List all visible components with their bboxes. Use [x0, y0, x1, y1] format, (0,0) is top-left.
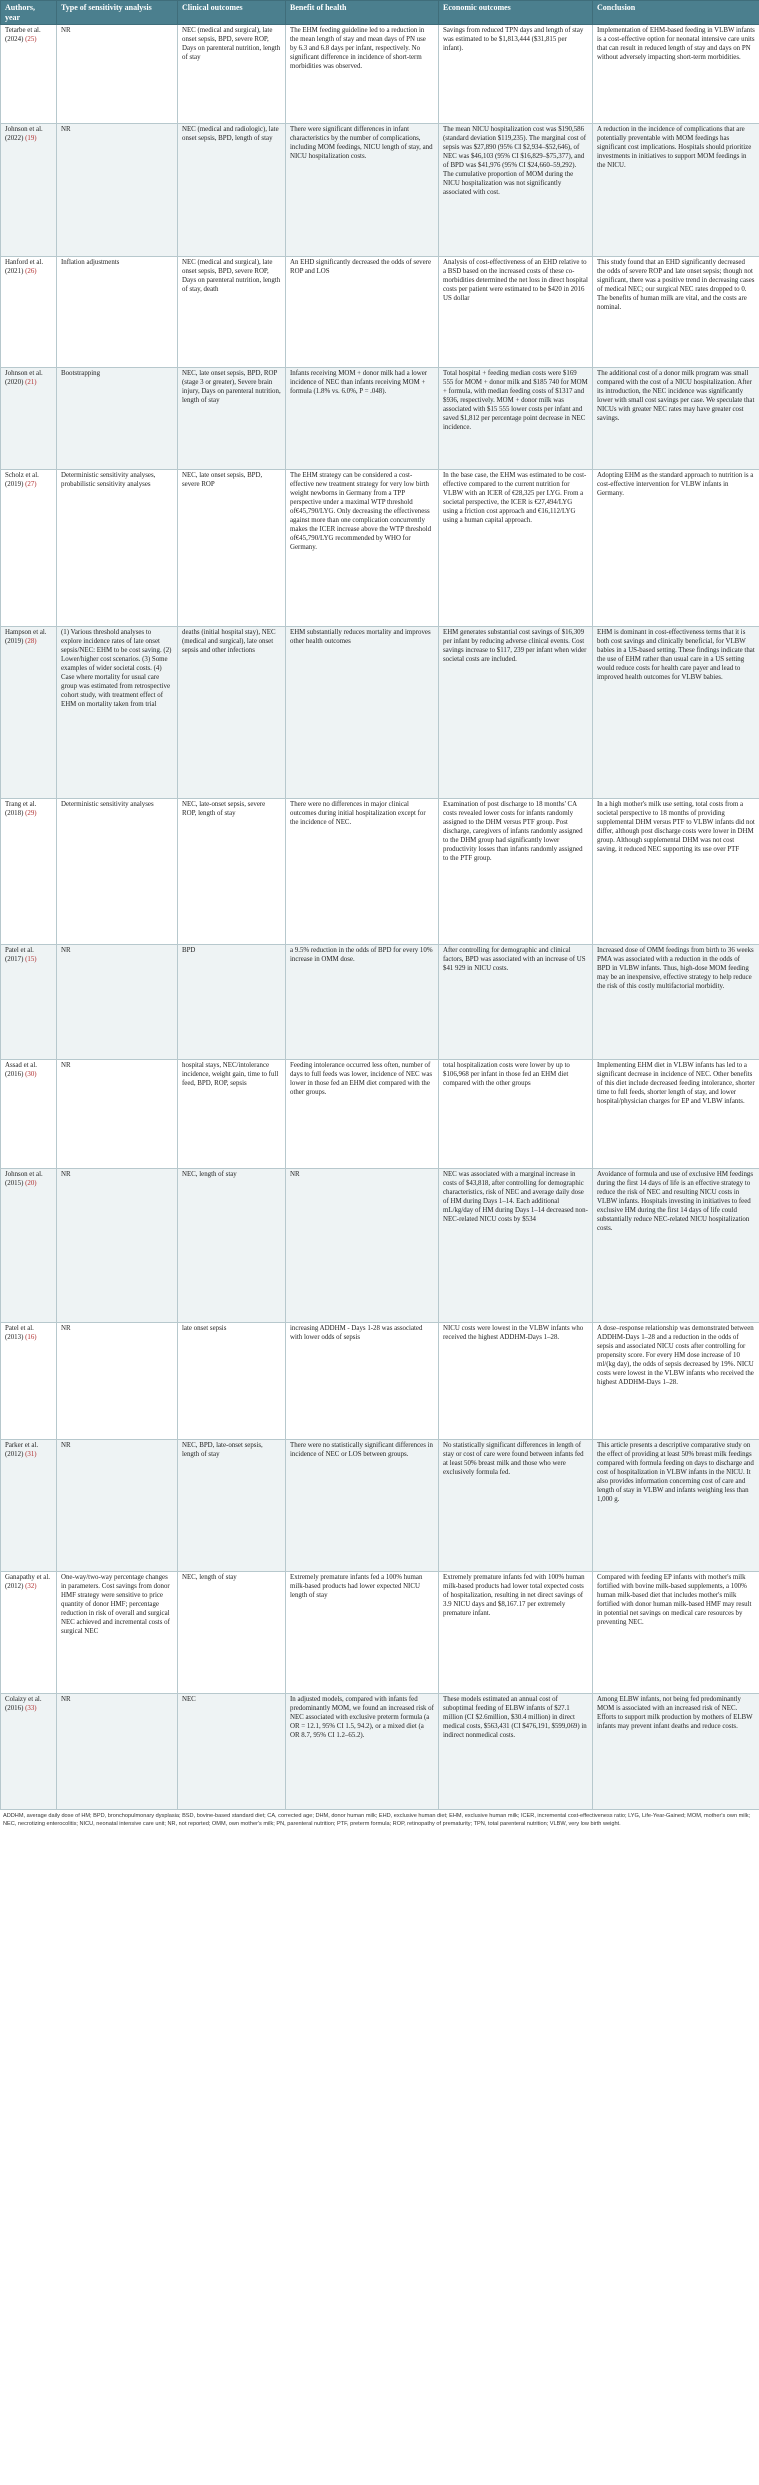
cell-benefit-of-health: There were no differences in major clinical outcomes during initial hospitalization except for the incidence of NEC.: [286, 799, 439, 945]
cell-sensitivity-type: NR: [57, 1060, 178, 1169]
cell-clinical-outcomes: hospital stays, NEC/intolerance incidence, weight gain, time to full feed, BPD, ROP, sepsis: [178, 1060, 286, 1169]
table-row: [1, 124, 759, 257]
reference-link[interactable]: (16): [25, 1334, 37, 1342]
cell-sensitivity-type: NR: [57, 124, 178, 257]
cell-benefit-of-health: EHM substantially reduces mortality and improves other health outcomes: [286, 627, 439, 799]
header-sensitivity-type: Type of sensitivity analysis: [57, 1, 178, 25]
author-year: Scholz et al. (2019): [5, 472, 39, 489]
cell-author: [1, 368, 57, 470]
table-row: [1, 257, 759, 368]
cell-sensitivity-type: Deterministic sensitivity analyses: [57, 799, 178, 945]
author-year: Trang et al. (2018): [5, 801, 37, 818]
cell-economic-outcomes: Analysis of cost-effectiveness of an EHD relative to a BSD based on the increased costs of these co-morbidities determined the net loss in direct hospital costs per patient were estimated to be $420 in 2016 US dollar: [439, 257, 593, 368]
cell-sensitivity-type: NR: [57, 25, 178, 124]
cell-benefit-of-health: increasing ADDHM - Days 1-28 was associated with lower odds of sepsis: [286, 1323, 439, 1440]
cell-author: [1, 257, 57, 368]
author-year: Assad et al. (2016): [5, 1062, 37, 1079]
table-footnote: ADDHM, average daily dose of HM; BPD, bronchopulmonary dysplasia; BSD, bovine-based standard diet; CA, corrected age; DHM, donor human milk; EHD, exclusive human diet; EHM, exclusive human milk; ICER, incremental cost-effectiveness ratio; LYG, Life-Year-Gained; MOM, mother's own milk; NEC, necrotizing enterocolitis; NICU, neonatal intensive care unit; NR, not reported; OMM, own mother's milk; PN, parenteral nutrition; PTF, preterm formula; ROP, retinopathy of prematurity; TPN, total parenteral nutrition; VLBW, very low birth weight.: [3, 1813, 751, 1827]
cell-author: [1, 1572, 57, 1694]
cell-author: [1, 124, 57, 257]
cell-economic-outcomes: total hospitalization costs were lower by up to $106,968 per infant in those fed an EHM diet compared with the other groups: [439, 1060, 593, 1169]
cell-conclusion: A dose–response relationship was demonstrated between ADDHM-Days 1–28 and a reduction in the odds of sepsis and associated NICU costs after controlling for propensity score. For every HM dose increase of 10 ml/(kg day), the odds of sepsis decreased by 19%. NICU costs were lowest in the VLBW infants who received the highest ADDHM-Days 1–28.: [593, 1323, 759, 1440]
cell-conclusion: This study found that an EHD significantly decreased the odds of severe ROP and late onset sepsis; though not significant, there was a positive trend in decreasing cases of medical NEC; our surgical NEC rates dropped to 0. The benefits of human milk are vital, and the costs are nominal.: [593, 257, 759, 368]
reference-link[interactable]: (27): [25, 481, 37, 489]
cell-benefit-of-health: The EHM strategy can be considered a cost-effective new treatment strategy for very low birth weight newborns in Germany from a TPP perspective under a maximal WTP threshold of€45,790/LYG. Only decreasing the effectiveness against more than one complication concurrently makes the ICER increase above the WTP threshold of€45,790/LYG recommended by WHO for Germany.: [286, 470, 439, 627]
author-year: Hampson et al. (2019): [5, 629, 47, 646]
cell-economic-outcomes: No statistically significant differences in length of stay or cost of care were found between infants fed at least 50% breast milk and those who were exclusively formula fed.: [439, 1440, 593, 1572]
cell-conclusion: This article presents a descriptive comparative study on the effect of providing at least 50% breast milk feedings compared with formula feeding on days to discharge and cost of hospitalization in VLBW infants in the NICU. It also provides information concerning cost of care and length of stay in VLBW and infants weighing less than 1,000 g.: [593, 1440, 759, 1572]
table-row: [1, 1440, 759, 1572]
cell-author: [1, 1440, 57, 1572]
author-year: Ganapathy et al. (2012): [5, 1574, 50, 1591]
cell-sensitivity-type: One-way/two-way percentage changes in parameters. Cost savings from donor HMF strategy were sensitive to price quantity of donor HMF; percentage reduction in risk of overall and surgical NEC achieved and incremental costs of surgical NEC: [57, 1572, 178, 1694]
header-economic-outcomes: Economic outcomes: [439, 1, 593, 25]
cell-economic-outcomes: In the base case, the EHM was estimated to be cost-effective compared to the current nutrition for VLBW with an ICER of €28,325 per LYG. From a societal perspective, the ICER is €27,494/LYG using a friction cost approach and €16,112/LYG using a human capital approach.: [439, 470, 593, 627]
cell-benefit-of-health: There were no statistically significant differences in incidence of NEC or LOS between groups.: [286, 1440, 439, 1572]
table-row: [1, 368, 759, 470]
author-year: Colaizy et al. (2016): [5, 1696, 42, 1713]
cell-author: [1, 25, 57, 124]
cell-clinical-outcomes: late onset sepsis: [178, 1323, 286, 1440]
cell-author: [1, 799, 57, 945]
header-clinical-outcomes: Clinical outcomes: [178, 1, 286, 25]
reference-link[interactable]: (19): [25, 135, 37, 143]
cell-economic-outcomes: EHM generates substantial cost savings of $16,309 per infant by reducing adverse clinical events. Cost savings increase to $117, 239 per infant when wider societal costs are included.: [439, 627, 593, 799]
cell-benefit-of-health: NR: [286, 1169, 439, 1323]
cell-benefit-of-health: The EHM feeding guideline led to a reduction in the mean length of stay and mean days of PN use by 6.3 and 6.8 days per infant, respectively. No significant difference in incidence of short-term morbidities was observed.: [286, 25, 439, 124]
cell-conclusion: EHM is dominant in cost-effectiveness terms that it is both cost savings and clinically beneficial, for VLBW babies in a US-based setting. These findings indicate that the use of EHM rather than usual care in a US setting would reduce costs for health care payer and lead to improved health outcomes for VLBW babies.: [593, 627, 759, 799]
cell-benefit-of-health: In adjusted models, compared with infants fed predominantly MOM, we found an increased risk of NEC associated with exclusive preterm formula (a OR = 12.1, 95% CI 1.5, 94.2), or a mixed diet (a OR 8.7, 95% CI 1.2–65.2).: [286, 1694, 439, 1810]
reference-link[interactable]: (15): [25, 956, 37, 964]
cell-conclusion: Adopting EHM as the standard approach to nutrition is a cost-effective intervention for VLBW infants in Germany.: [593, 470, 759, 627]
cell-economic-outcomes: The mean NICU hospitalization cost was $190,586 (standard deviation $119,235). The marginal cost of sepsis was $27,890 (95% CI $2,934–$52,646), of NEC was $46,103 (95% CI $16,829–$75,377), and of BPD was $41,976 (95% CI $24,660–59,292). The cumulative proportion of MOM during the NICU hospitalization was not significantly associated with cost.: [439, 124, 593, 257]
table-row: [1, 799, 759, 945]
reference-link[interactable]: (31): [25, 1451, 37, 1459]
cell-clinical-outcomes: NEC (medical and radiologic), late onset sepsis, BPD, length of stay: [178, 124, 286, 257]
cell-economic-outcomes: Examination of post discharge to 18 months' CA costs revealed lower costs for infants randomly assigned to the DHM versus PTF group. Post discharge, caregivers of infants randomly assigned to the DHM group had significantly lower productivity losses than infants randomly assigned to the PTF group.: [439, 799, 593, 945]
table-row: [1, 1572, 759, 1694]
table-row: [1, 627, 759, 799]
cell-conclusion: Implementation of EHM-based feeding in VLBW infants is a cost-effective option for neonatal intensive care units that can result in reduced length of stay and days on PN without adversely impacting short-term morbidities.: [593, 25, 759, 124]
cell-clinical-outcomes: NEC: [178, 1694, 286, 1810]
author-year: Hanford et al. (2021): [5, 259, 44, 276]
cell-sensitivity-type: Deterministic sensitivity analyses, probabilistic sensitivity analyses: [57, 470, 178, 627]
cell-sensitivity-type: NR: [57, 1323, 178, 1440]
cell-economic-outcomes: NICU costs were lowest in the VLBW infants who received the highest ADDHM-Days 1–28.: [439, 1323, 593, 1440]
cell-clinical-outcomes: NEC, length of stay: [178, 1169, 286, 1323]
reference-link[interactable]: (33): [25, 1705, 37, 1713]
cell-clinical-outcomes: NEC (medical and surgical), late onset sepsis, BPD, severe ROP, Days on parenteral nutrition, length of stay: [178, 25, 286, 124]
table-row: [1, 25, 759, 124]
table-header-row: [1, 1, 759, 25]
author-year: Johnson et al. (2022): [5, 126, 43, 143]
author-year: Parker et al. (2012): [5, 1442, 39, 1459]
table-row: [1, 1323, 759, 1440]
cell-author: [1, 1169, 57, 1323]
table-row: [1, 1060, 759, 1169]
cell-clinical-outcomes: NEC (medical and surgical), late onset sepsis, BPD, severe ROP, Days on parenteral nutrition, length of stay, death: [178, 257, 286, 368]
reference-link[interactable]: (20): [25, 1180, 37, 1188]
cell-conclusion: A reduction in the incidence of complications that are potentially preventable with MOM feedings has significant cost implications. Hospitals should prioritize investments in initiatives to support MOM feedings in the NICU.: [593, 124, 759, 257]
cell-sensitivity-type: (1) Various threshold analyses to explore incidence rates of late onset sepsis/NEC: EHM to be cost saving. (2) Lower/higher cost scenarios. (3) Some examples of wider societal costs. (4) Case where mortality for usual care group was estimated from retrospective cohort study, with treatment effect of EHM on mortality taken from trial: [57, 627, 178, 799]
cell-sensitivity-type: NR: [57, 1694, 178, 1810]
cell-clinical-outcomes: NEC, late-onset sepsis, severe ROP, length of stay: [178, 799, 286, 945]
cell-benefit-of-health: Infants receiving MOM + donor milk had a lower incidence of NEC than infants receiving MOM + formula (1.8% vs. 6.0%, P = .048).: [286, 368, 439, 470]
cell-sensitivity-type: NR: [57, 1440, 178, 1572]
cell-clinical-outcomes: NEC, BPD, late-onset sepsis, length of stay: [178, 1440, 286, 1572]
reference-link[interactable]: (25): [25, 36, 37, 44]
cell-author: [1, 1323, 57, 1440]
reference-link[interactable]: (29): [25, 810, 37, 818]
cell-conclusion: Implementing EHM diet in VLBW infants has led to a significant decrease in incidence of NEC. Other benefits of this diet include decreased feeding intolerance, shorter time to full feeds, shorter length of stay, and lower hospital/physician charges for EP and VLBW infants.: [593, 1060, 759, 1169]
header-authors: Authors, year: [1, 1, 57, 25]
cell-economic-outcomes: After controlling for demographic and clinical factors, BPD was associated with an increase of US $41 929 in NICU costs.: [439, 945, 593, 1060]
cell-economic-outcomes: These models estimated an annual cost of suboptimal feeding of ELBW infants of $27.1 million (CI $2.6million, $30.4 million) in direct medical costs, $563,431 (CI $476,191, $599,069) in indirect nonmedical costs.: [439, 1694, 593, 1810]
author-year: Johnson et al. (2020): [5, 370, 43, 387]
cell-author: [1, 627, 57, 799]
cell-benefit-of-health: There were significant differences in infant characteristics by the number of complications, including MOM feedings, NICU length of stay, and NICU hospitalization costs.: [286, 124, 439, 257]
cell-economic-outcomes: Total hospital + feeding median costs were $169 555 for MOM + donor milk and $185 740 for MOM + formula, with median feeding costs of $1317 and $936, respectively. MOM + donor milk was associated with $15 555 lower costs per infant and saved $1,812 per percentage point decrease in NEC incidence.: [439, 368, 593, 470]
cell-clinical-outcomes: NEC, length of stay: [178, 1572, 286, 1694]
reference-link[interactable]: (26): [25, 268, 37, 276]
cell-author: [1, 1060, 57, 1169]
cell-clinical-outcomes: deaths (initial hospital stay), NEC (medical and surgical), late onset sepsis and other infections: [178, 627, 286, 799]
cell-clinical-outcomes: NEC, late onset sepsis, BPD, severe ROP: [178, 470, 286, 627]
table-row: [1, 1694, 759, 1810]
table-body: [1, 25, 759, 1810]
cell-sensitivity-type: Inflation adjustments: [57, 257, 178, 368]
cell-conclusion: Avoidance of formula and use of exclusive HM feedings during the first 14 days of life is an effective strategy to reduce the risk of NEC and resulting NICU costs in VLBW infants. Hospitals investing in initiatives to feed exclusive HM during the first 14 days of life could substantially reduce NEC-related NICU hospitalization costs.: [593, 1169, 759, 1323]
cell-benefit-of-health: Extremely premature infants fed a 100% human milk-based products had lower expected NICU length of stay: [286, 1572, 439, 1694]
table-row: [1, 470, 759, 627]
cell-conclusion: Compared with feeding EP infants with mother's milk fortified with bovine milk-based supplements, a 100% human milk-based diet that includes mother's milk fortified with donor human milk-based HMF may result in potential net savings on medical care resources by preventing NEC.: [593, 1572, 759, 1694]
cell-clinical-outcomes: BPD: [178, 945, 286, 1060]
reference-link[interactable]: (28): [25, 638, 37, 646]
cell-clinical-outcomes: NEC, late onset sepsis, BPD, ROP (stage 3 or greater), Severe brain injury, Days on parenteral nutrition, length of stay: [178, 368, 286, 470]
author-year: Tetarbe et al. (2024): [5, 27, 41, 44]
cell-benefit-of-health: a 9.5% reduction in the odds of BPD for every 10% increase in OMM dose.: [286, 945, 439, 1060]
cell-economic-outcomes: NEC was associated with a marginal increase in costs of $43,818, after controlling for demographic characteristics, risk of NEC and average daily dose of HM during Days 1–14. Each additional mL/kg/day of HM during Days 1–14 decreased non-NEC-related NICU costs by $534: [439, 1169, 593, 1323]
cell-benefit-of-health: Feeding intolerance occurred less often, number of days to full feeds was lower, incidence of NEC was lower in those fed an EHM diet compared with the other groups.: [286, 1060, 439, 1169]
cell-author: [1, 945, 57, 1060]
cell-conclusion: Increased dose of OMM feedings from birth to 36 weeks PMA was associated with a reduction in the odds of BPD in VLBW infants. Thus, high-dose MOM feeding may be an inexpensive, effective strategy to help reduce the risk of this costly multifactorial morbidity.: [593, 945, 759, 1060]
author-year: Johnson et al. (2015): [5, 1171, 43, 1188]
cell-conclusion: In a high mother's milk use setting, total costs from a societal perspective to 18 months of providing supplemental DHM versus PTF to VLBW infants did not differ, although post discharge costs were lower in DHM group. Although supplemental DHM was not cost saving, it reduced NEC supporting its use over PTF: [593, 799, 759, 945]
table-row: [1, 1169, 759, 1323]
reference-link[interactable]: (30): [25, 1071, 37, 1079]
cell-economic-outcomes: Savings from reduced TPN days and length of stay was estimated to be $1,813,444 ($31,815 per infant).: [439, 25, 593, 124]
header-benefit-of-health: Benefit of health: [286, 1, 439, 25]
cell-conclusion: Among ELBW infants, not being fed predominantly MOM is associated with an increased risk of NEC. Efforts to support milk production by mothers of ELBW infants may prevent infant deaths and reduce costs.: [593, 1694, 759, 1810]
header-conclusion: Conclusion: [593, 1, 759, 25]
cell-sensitivity-type: NR: [57, 945, 178, 1060]
cell-conclusion: The additional cost of a donor milk program was small compared with the cost of a NICU hospitalization. After its introduction, the NEC incidence was significantly lower with small cost savings per case. We speculate that NICUs with greater NEC rates may have greater cost savings.: [593, 368, 759, 470]
cell-economic-outcomes: Extremely premature infants fed with 100% human milk-based products had lower total expected costs of hospitalization, resulting in net direct savings of 3.9 NICU days and $8,167.17 per extremely premature infant.: [439, 1572, 593, 1694]
author-year: Patel et al. (2013): [5, 1325, 34, 1342]
cell-sensitivity-type: NR: [57, 1169, 178, 1323]
cell-sensitivity-type: Bootstrapping: [57, 368, 178, 470]
cell-author: [1, 1694, 57, 1810]
reference-link[interactable]: (21): [25, 379, 37, 387]
reference-link[interactable]: (32): [25, 1583, 37, 1591]
cell-benefit-of-health: An EHD significantly decreased the odds of severe ROP and LOS: [286, 257, 439, 368]
table-row: [1, 945, 759, 1060]
cell-author: [1, 470, 57, 627]
author-year: Patel et al. (2017): [5, 947, 34, 964]
